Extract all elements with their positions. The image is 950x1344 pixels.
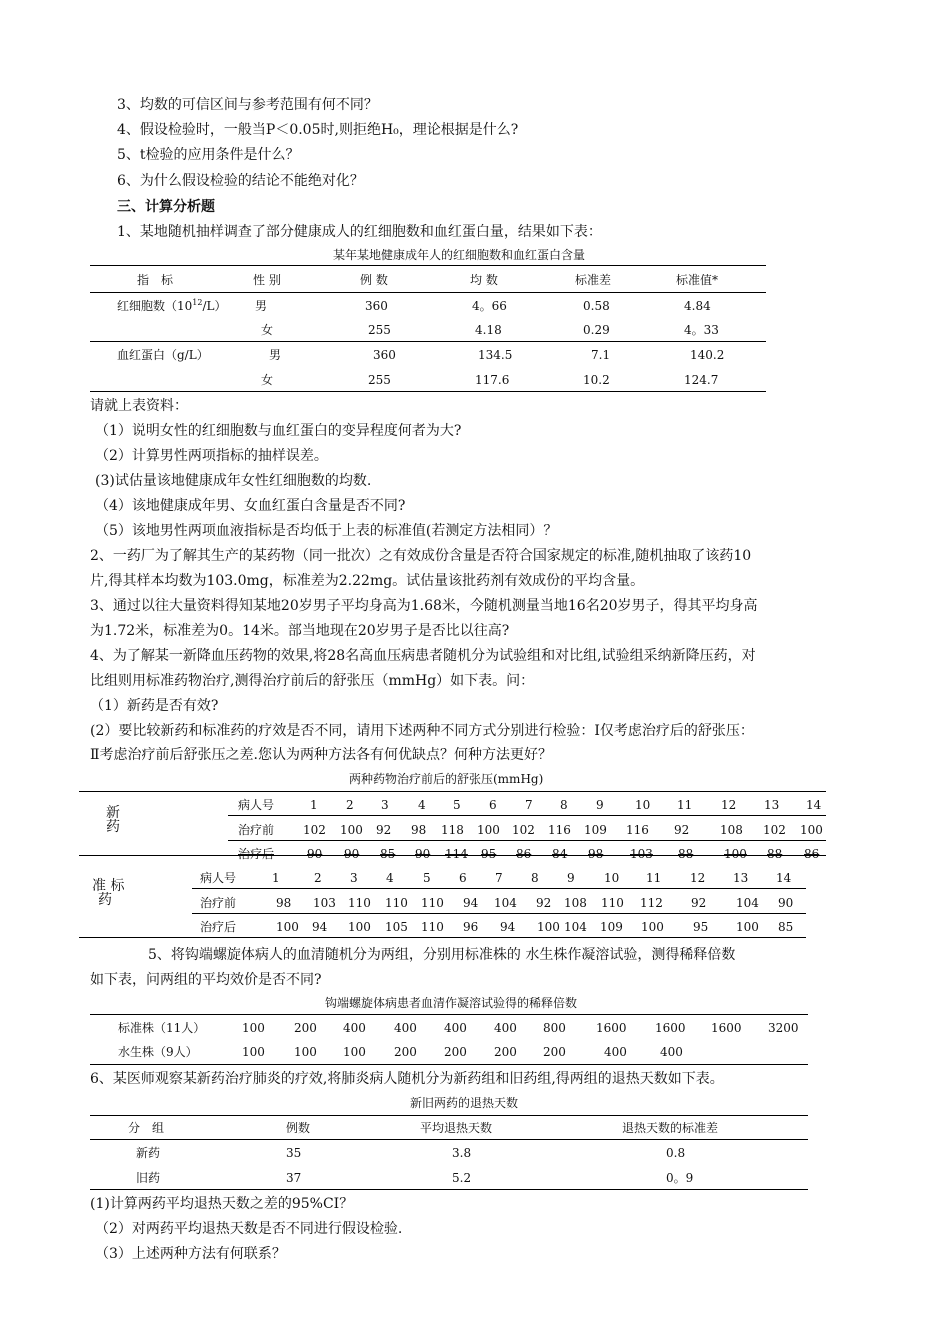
q5-std-value: 1600 [655,1021,686,1035]
q1-header: 标准差 [575,273,612,287]
q4-new-before: 92 [376,823,392,837]
q4-std-after: 110 [421,920,444,934]
q4-std-after: 100 [537,920,560,934]
q4-line: 4、为了解某一新降血压药物的效果,将28名高血压病患者随机分为试验组和对比组,试验组采纳新降压药，对 [90,648,756,664]
q5-std-value: 100 [242,1021,265,1035]
q1-item: （5）该地男性两项血液指标是否均低于上表的标准值(若测定方法相同）？ [95,523,558,539]
q4-std-before: 103 [313,896,336,910]
q6-cell: 新药 [136,1146,161,1160]
q6-header: 例数 [286,1121,311,1135]
q5-water-label: 水生株（9人） [118,1045,198,1059]
q1-cell: 4。33 [684,323,719,337]
q1-cell: 女 [261,323,274,337]
q6-header-rule [90,1139,808,1140]
q4-caption: 两种药物治疗前后的舒张压(mmHg) [349,772,544,786]
q6-caption: 新旧两药的退热天数 [410,1096,519,1110]
q5-std-value: 800 [543,1021,566,1035]
q5-water-value: 200 [543,1045,566,1059]
q4-new-after: 95 [481,847,497,861]
q4-row-label: 病人号 [238,798,275,812]
q4-new-before: 100 [340,823,363,837]
q4-new-id: 11 [677,798,693,812]
q5-water-value: 200 [444,1045,467,1059]
q4-std-before: 110 [348,896,371,910]
q4-new-before: 118 [441,823,464,837]
q1-row-label-rbc: 红细胞数$(10^{12}/L)$ [117,298,227,313]
q4-new-id: 10 [635,798,651,812]
q4-std-id: 8 [531,871,539,885]
q4-new-rule [228,840,826,841]
q4-new-after: 85 [380,847,396,861]
q4-new-before: 102 [303,823,326,837]
q6-header: 分 组 [128,1121,165,1135]
q5-water-value: 100 [294,1045,317,1059]
q4-new-id: 4 [418,798,426,812]
q4-std-before: 94 [463,896,479,910]
q5-water-value: 200 [394,1045,417,1059]
q1-cell: 134.5 [478,348,513,362]
q4-bottom-rule [79,937,806,938]
q5-std-value: 400 [444,1021,467,1035]
q4-std-after: 104 [564,920,587,934]
q1-intro: 1、某地随机抽样调查了部分健康成人的红细胞数和血红蛋白量，结果如下表： [117,224,602,240]
q5-bottom-rule [90,1064,808,1065]
q4-std-before: 104 [736,896,759,910]
q1-row-label-hb: 血红蛋白（g/L） [117,348,209,362]
q4-std-before: 110 [385,896,408,910]
q4-new-id: 2 [346,798,354,812]
q4-std-after: 100 [348,920,371,934]
q6-intro: 6、某医师观察某新药治疗肺炎的疗效,将肺炎病人随机分为新药组和旧药组,得两组的退热天数如下表。 [90,1071,724,1087]
q5-top-rule [90,1014,808,1015]
q5-std-value: 400 [343,1021,366,1035]
q5-std-value: 400 [494,1021,517,1035]
q4-row-label: 治疗后 [238,847,275,861]
q6-item: （2）对两药平均退热天数是否不同进行假设检验. [95,1221,403,1237]
q1-cell: 255 [368,373,391,387]
q4-new-before: 102 [763,823,786,837]
question-5: 5、t检验的应用条件是什么？ [117,147,300,163]
q4-std-after: 95 [693,920,709,934]
q1-cell: 255 [368,323,391,337]
q4-line: Ⅱ考虑治疗前后舒张压之差.您认为两种方法各有何优缺点？何种方法更好？ [90,747,552,763]
q5-std-value: 1600 [711,1021,742,1035]
q4-std-before: 92 [536,896,552,910]
q4-new-after: 90 [415,847,431,861]
q4-std-id: 9 [567,871,575,885]
q5-std-value: 1600 [596,1021,627,1035]
q4-std-id: 7 [495,871,503,885]
q4-new-after: 88 [767,847,783,861]
q4-row-label: 治疗后 [200,920,237,934]
q1-item: (3)试估量该地健康成年女性红细胞数的均数. [95,473,372,489]
q5-water-value: 100 [242,1045,265,1059]
q6-cell: 0.8 [666,1146,686,1160]
q4-new-id: 14 [806,798,822,812]
q4-new-id: 5 [453,798,461,812]
q6-cell: 旧药 [136,1171,161,1185]
q5-line: 5、将钩端螺旋体病人的血清随机分为两组，分别用标准株的 水生株作凝溶试验，测得稀释倍数 [148,947,736,963]
q4-std-id: 13 [733,871,749,885]
q4-new-id: 8 [560,798,568,812]
q4-std-before: 90 [778,896,794,910]
q4-new-after: 90 [307,847,323,861]
q4-std-before: 110 [421,896,444,910]
q1-cell: 360 [365,299,388,313]
q4-row-label: 治疗前 [238,823,275,837]
q6-cell: 0。9 [666,1171,694,1185]
q6-bottom-rule [90,1189,808,1190]
q1-top-rule [90,265,766,266]
q6-cell: 35 [286,1146,302,1160]
section-title: 三、计算分析题 [117,199,215,215]
q4-new-id: 3 [381,798,389,812]
q1-caption: 某年某地健康成年人的红细胞数和血红蛋白含量 [333,248,586,262]
q1-cell: 男 [269,348,282,362]
q2-line: 2、一药厂为了解其生产的某药物（同一批次）之有效成份含量是否符合国家规定的标准,随机抽取了该药10 [90,548,752,564]
q5-water-value: 400 [604,1045,627,1059]
q4-std-id: 4 [386,871,394,885]
q6-header: 平均退热天数 [420,1121,493,1135]
q1-cell: 140.2 [690,348,725,362]
q4-std-after: 100 [276,920,299,934]
q4-std-label: 准 标 [92,878,125,894]
q4-new-after: 84 [552,847,568,861]
q4-std-before: 110 [601,896,624,910]
q4-std-before: 108 [564,896,587,910]
q4-std-after: 94 [312,920,328,934]
q1-item: （4）该地健康成年男、女血红蛋白含量是否不同? [95,498,406,514]
q4-new-before: 100 [477,823,500,837]
q4-std-before: 104 [494,896,517,910]
q4-std-after: 100 [641,920,664,934]
q5-std-value: 200 [294,1021,317,1035]
q1-item: （2）计算男性两项指标的抽样误差。 [95,448,328,464]
q1-header: 例 数 [360,273,388,287]
q6-top-rule [90,1115,808,1116]
q1-cell: 7.1 [591,348,611,362]
q4-new-after: 90 [344,847,360,861]
q1-ask: 请就上表资料： [90,398,188,414]
q4-std-after: 100 [736,920,759,934]
q4-new-after: 88 [678,847,694,861]
q1-bottom-rule [90,391,766,392]
q1-header: 均 数 [470,273,498,287]
q4-std-after: 105 [385,920,408,934]
q1-header: 指 标 [137,273,174,287]
question-6: 6、为什么假设检验的结论不能绝对化？ [117,173,364,189]
q4-std-rule [192,913,806,914]
q4-std-id: 3 [350,871,358,885]
q3-line: 3、通过以往大量资料得知某地20岁男子平均身高为1.68米，今随机测量当地16名20岁男子，得其平均身高 [90,598,758,614]
q3-line: 为1.72米，标准差为0。14米。部当地现在20岁男子是否比以往高? [90,623,510,639]
q1-cell: 0.29 [583,323,610,337]
q4-std-id: 14 [776,871,792,885]
q4-new-id: 9 [596,798,604,812]
q4-new-id: 12 [721,798,737,812]
q5-line: 如下表，问两组的平均效价是否不同? [90,972,322,988]
q4-new-after: 86 [804,847,820,861]
question-3: 3、均数的可信区间与参考范围有何不同？ [117,97,378,113]
q1-cell: 117.6 [475,373,510,387]
q1-header: 性 别 [253,273,281,287]
q5-std-label: 标准株（11人） [118,1021,206,1035]
q4-std-id: 1 [272,871,280,885]
q4-std-label: 药 [98,892,112,908]
q4-new-id: 1 [310,798,318,812]
q1-mid-rule [90,341,766,342]
q1-cell: 女 [261,373,274,387]
q4-new-id: 13 [764,798,780,812]
q1-cell: 10.2 [583,373,610,387]
q4-std-rule [192,888,806,889]
q4-new-before: 108 [720,823,743,837]
question-4: 4、假设检验时，一般当P＜0.05时,则拒绝H₀，理论根据是什么? [117,122,519,138]
q4-separator-rule [79,855,826,856]
q1-item: （1）说明女性的红细胞数与血红蛋白的变异程度何者为大? [95,423,462,439]
q6-cell: 5.2 [452,1171,472,1185]
q4-new-label: 药 [106,819,120,835]
q5-std-value: 3200 [768,1021,799,1035]
q4-std-id: 11 [646,871,662,885]
q1-header: 标准值* [676,273,719,287]
q4-new-id: 6 [489,798,497,812]
q5-water-value: 100 [343,1045,366,1059]
q4-new-before: 109 [584,823,607,837]
q4-line: (2）要比较新药和标准药的疗效是否不同，请用下述两种不同方式分别进行检验：Ⅰ仅考虑治疗后的舒张压： [90,723,754,739]
q4-new-before: 116 [626,823,649,837]
q4-row-label: 治疗前 [200,896,237,910]
q4-new-before: 102 [512,823,535,837]
q5-caption: 钩端螺旋体病患者血清作凝溶试验得的稀释倍数 [325,996,578,1010]
q4-row-label: 病人号 [200,871,237,885]
q5-std-value: 400 [394,1021,417,1035]
q4-new-label: 新 [106,805,120,821]
q4-new-after: 114 [445,847,468,861]
q1-header-rule [90,292,766,293]
q4-std-id: 5 [423,871,431,885]
q4-std-after: 96 [463,920,479,934]
q4-std-after: 94 [500,920,516,934]
q4-std-id: 6 [459,871,467,885]
q4-new-after: 86 [516,847,532,861]
q4-top-rule [79,791,826,792]
q4-new-rule [228,815,826,816]
q4-new-after: 98 [588,847,604,861]
q4-new-before: 98 [411,823,427,837]
q4-std-before: 92 [691,896,707,910]
q5-water-value: 200 [494,1045,517,1059]
q1-cell: 0.58 [583,299,610,313]
q4-new-after: 100 [724,847,747,861]
q1-cell: 124.7 [684,373,719,387]
q1-cell: 4.84 [684,299,711,313]
q6-item: (1)计算两药平均退热天数之差的95%CI？ [90,1196,354,1212]
q4-line: （1）新药是否有效? [90,698,219,714]
q5-water-value: 400 [660,1045,683,1059]
q1-cell: 360 [373,348,396,362]
q4-std-after: 85 [778,920,794,934]
q4-new-before: 116 [548,823,571,837]
q4-std-id: 12 [690,871,706,885]
q4-new-before: 92 [674,823,690,837]
q4-std-after: 109 [600,920,623,934]
q4-std-before: 112 [640,896,663,910]
q4-new-id: 7 [525,798,533,812]
q6-item: （3）上述两种方法有何联系？ [95,1246,286,1262]
q6-cell: 3.8 [452,1146,472,1160]
q4-std-before: 98 [276,896,292,910]
q4-line: 比组则用标准药物治疗,测得治疗前后的舒张压（mmHg）如下表。问： [90,673,535,689]
q1-cell: 4。66 [472,299,507,313]
q2-line: 片,得其样本均数为103.0mg，标准差为2.22mg。试估量该批药剂有效成份的平均含量。 [90,573,645,589]
q4-std-id: 2 [314,871,322,885]
q4-std-id: 10 [604,871,620,885]
q4-new-before: 100 [800,823,823,837]
q4-new-after: 103 [630,847,653,861]
q6-header: 退热天数的标准差 [622,1121,719,1135]
q1-cell: 男 [255,299,268,313]
q1-cell: 4.18 [475,323,502,337]
q6-cell: 37 [286,1171,302,1185]
